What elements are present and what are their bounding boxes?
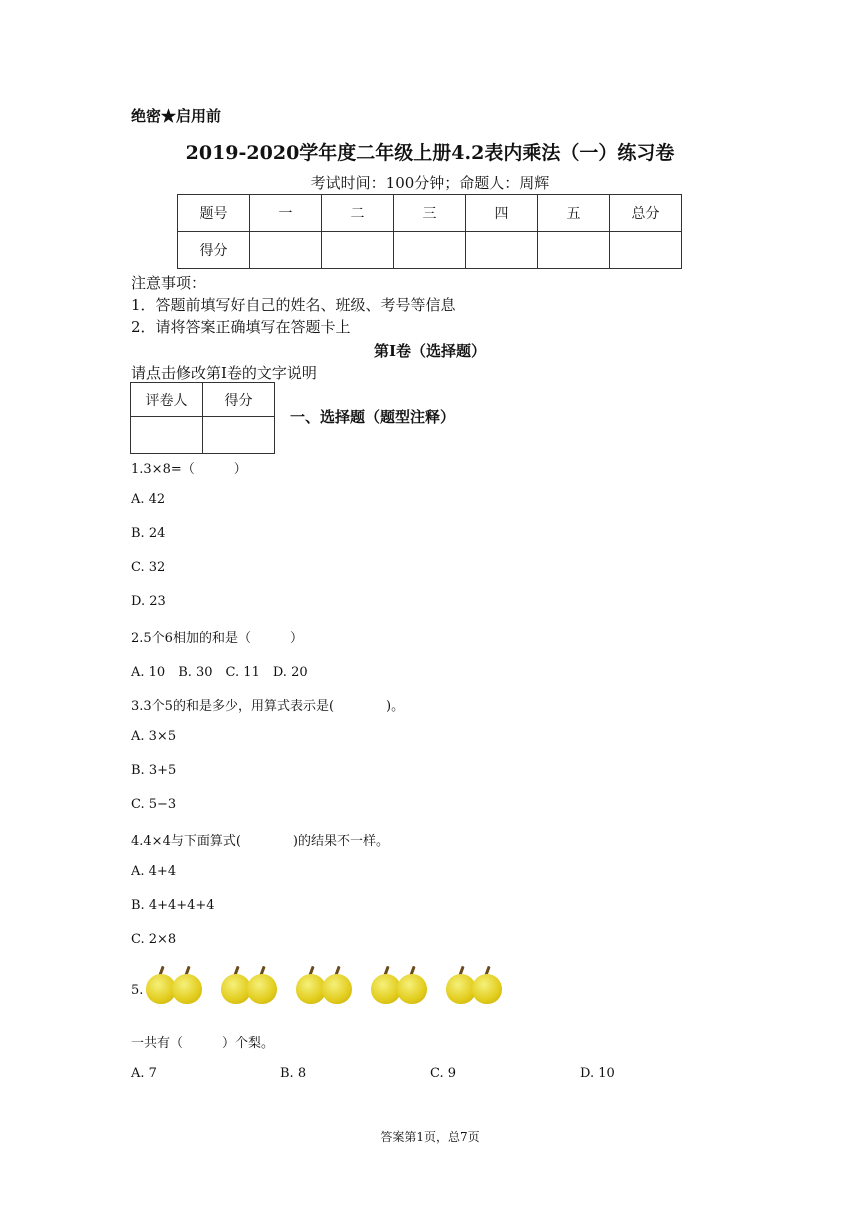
- option: C. 2×8: [131, 932, 177, 947]
- option: B. 3+5: [131, 763, 177, 778]
- option: A. 3×5: [131, 729, 177, 744]
- option: A. 7: [131, 1066, 157, 1081]
- score-cell: 总分: [610, 195, 682, 232]
- score-row-label: 得分: [178, 232, 250, 269]
- exam-info: 考试时间：100分钟；命题人：周辉: [310, 174, 550, 192]
- option-line: A. 10 B. 30 C. 11 D. 20: [131, 665, 308, 680]
- score-cell: 三: [394, 195, 466, 232]
- question-3: 3.3个5的和是多少，用算式表示是( )。: [131, 699, 405, 714]
- score-cell: 四: [466, 195, 538, 232]
- section-title: 一、选择题（题型注释）: [290, 408, 456, 426]
- score-header-row: [178, 195, 682, 232]
- question-1: 1.3×8=（ ）: [131, 462, 247, 477]
- option: C. 5−3: [131, 797, 177, 812]
- pear-pair-icon: [221, 964, 283, 1004]
- question-5-number: 5.: [131, 983, 144, 998]
- option: A. 4+4: [131, 864, 177, 879]
- question-4: 4.4×4与下面算式( )的结果不一样。: [131, 834, 389, 849]
- page-title: 2019-2020学年度二年级上册4.2表内乘法（一）练习卷: [185, 142, 675, 164]
- question-2: 2.5个6相加的和是（ ）: [131, 631, 303, 646]
- option: B. 24: [131, 526, 166, 541]
- grader-blank: [131, 417, 203, 454]
- grader-header: 得分: [203, 383, 275, 417]
- option: D. 10: [580, 1066, 615, 1081]
- pear-pair-icon: [296, 964, 358, 1004]
- score-cell: 二: [322, 195, 394, 232]
- grader-header: 评卷人: [131, 383, 203, 417]
- volume-note: 请点击修改第I卷的文字说明: [131, 364, 317, 382]
- secret-label: 绝密★启用前: [131, 107, 222, 125]
- pears-picture: [146, 964, 508, 1008]
- option: C. 32: [131, 560, 166, 575]
- notice-heading: 注意事项：: [131, 274, 207, 292]
- pear-pair-icon: [146, 964, 208, 1004]
- grader-blank: [203, 417, 275, 454]
- grader-table: [130, 382, 275, 454]
- notice-item: 2．请将答案正确填写在答题卡上: [131, 318, 351, 336]
- score-table: [177, 194, 682, 269]
- option: B. 8: [280, 1066, 307, 1081]
- pear-pair-icon: [371, 964, 433, 1004]
- option: A. 42: [131, 492, 166, 507]
- score-blank: [466, 232, 538, 269]
- score-blank: [538, 232, 610, 269]
- volume-title: 第I卷（选择题）: [373, 342, 487, 360]
- option: D. 23: [131, 594, 166, 609]
- score-blank: [322, 232, 394, 269]
- question-5: 一共有（ ）个梨。: [131, 1036, 275, 1051]
- pear-pair-icon: [446, 964, 508, 1004]
- option: B. 4+4+4+4: [131, 898, 215, 913]
- score-cell: 五: [538, 195, 610, 232]
- score-blank: [250, 232, 322, 269]
- score-blank: [394, 232, 466, 269]
- score-cell: 题号: [178, 195, 250, 232]
- option: C. 9: [430, 1066, 457, 1081]
- score-value-row: [178, 232, 682, 269]
- score-blank: [610, 232, 682, 269]
- notice-item: 1．答题前填写好自己的姓名、班级、考号等信息: [131, 296, 456, 314]
- page-footer: 答案第1页，总7页: [380, 1130, 480, 1144]
- score-cell: 一: [250, 195, 322, 232]
